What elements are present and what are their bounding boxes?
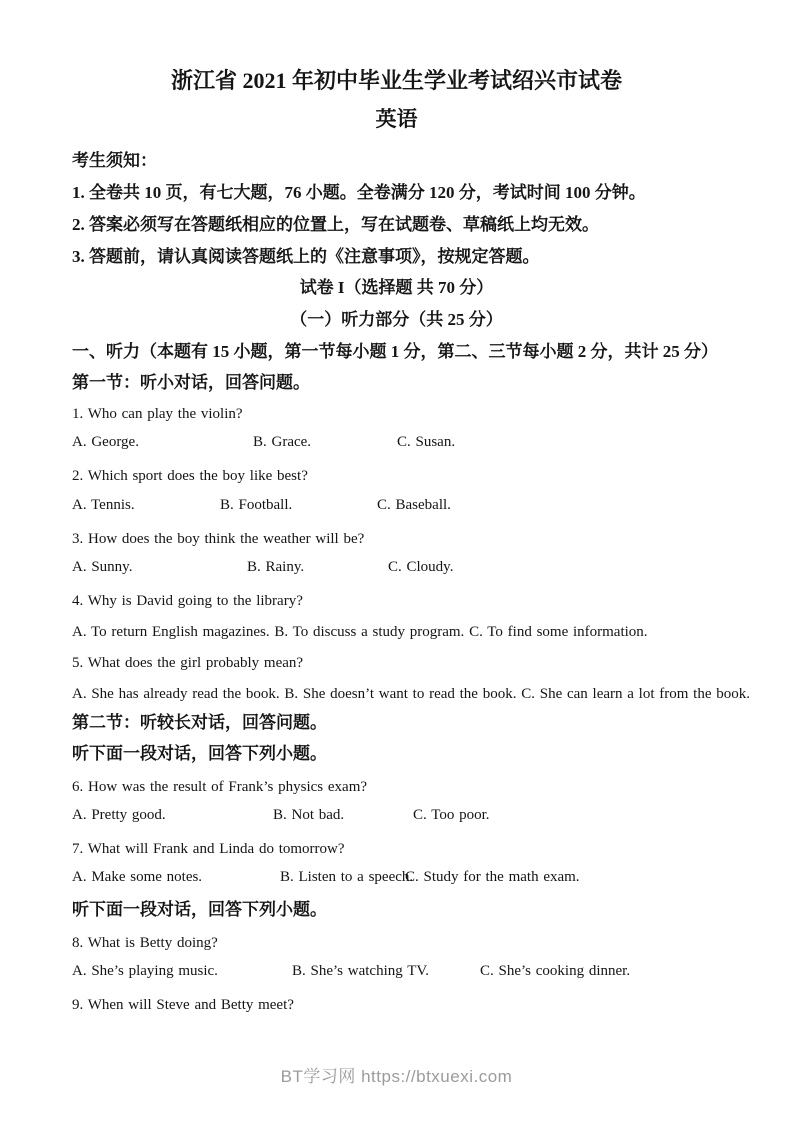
question-5-options (72, 683, 750, 705)
notice-item-3: 3. 答题前，请认真阅读答题纸上的《注意事项》，按规定答题。 (72, 247, 540, 266)
notice-item-2: 2. 答案必须写在答题纸相应的位置上，写在试题卷、草稿纸上均无效。 (72, 215, 599, 234)
question-6-text: 6. How was the result of Frank’s physics exam? (72, 779, 368, 795)
paper1-title: 试卷 I（选择题 共 70 分） (299, 278, 494, 297)
question-4-option-a: A. To return English magazines. (72, 624, 270, 640)
section1-heading: 第一节：听小对话，回答问题。 (72, 373, 310, 392)
question-6-option-a: A. Pretty good. (72, 807, 166, 823)
question-6-options (72, 807, 732, 829)
question-8-option-a: A. She’s playing music. (72, 963, 218, 979)
question-3-text: 3. How does the boy think the weather will be? (72, 531, 365, 547)
question-8-option-b: B. She’s watching TV. (292, 963, 430, 979)
question-7-option-a: A. Make some notes. (72, 869, 203, 885)
question-5-text: 5. What does the girl probably mean? (72, 655, 304, 671)
question-3-options (72, 559, 732, 581)
question-5-option-b: B. She doesn’t want to read the book. (284, 686, 517, 702)
listening-part-title: （一）听力部分（共 25 分） (290, 310, 503, 329)
question-3-option-b: B. Rainy. (247, 559, 305, 575)
question-1-option-b: B. Grace. (253, 434, 312, 450)
question-8-text: 8. What is Betty doing? (72, 935, 218, 951)
exam-title: 浙江省 2021 年初中毕业生学业考试绍兴市试卷 (170, 68, 622, 93)
question-8-option-c: C. She’s cooking dinner. (480, 963, 631, 979)
dialog-prompt-2: 听下面一段对话，回答下列小题。 (72, 900, 327, 919)
question-2-text: 2. Which sport does the boy like best? (72, 468, 308, 484)
dialog-prompt-1: 听下面一段对话，回答下列小题。 (72, 744, 327, 763)
question-1-option-c: C. Susan. (397, 434, 456, 450)
question-4-text: 4. Why is David going to the library? (72, 593, 303, 609)
question-6-option-b: B. Not bad. (273, 807, 345, 823)
question-7-option-c: C. Study for the math exam. (405, 869, 580, 885)
question-7-option-b: B. Listen to a speech. (280, 869, 414, 885)
question-9-text: 9. When will Steve and Betty meet? (72, 997, 294, 1013)
question-2-option-b: B. Football. (220, 497, 293, 513)
question-7-text: 7. What will Frank and Linda do tomorrow? (72, 841, 345, 857)
question-8-options (72, 963, 732, 985)
question-6-option-c: C. Too poor. (413, 807, 490, 823)
question-1-options (72, 434, 732, 456)
question-5-option-c: C. She can learn a lot from the book. (521, 686, 750, 702)
question-5-option-a: A. She has already read the book. (72, 686, 280, 702)
question-1-option-a: A. George. (72, 434, 139, 450)
question-2-option-c: C. Baseball. (377, 497, 451, 513)
listening-section-heading: 一、听力（本题有 15 小题，第一节每小题 1 分，第二、三节每小题 2 分，共计 25 分） (72, 342, 718, 361)
question-3-option-a: A. Sunny. (72, 559, 133, 575)
question-7-options (72, 869, 732, 891)
exam-subject: 英语 (375, 107, 418, 131)
notice-heading: 考生须知： (72, 151, 157, 170)
question-4-option-c: C. To find some information. (469, 624, 648, 640)
question-4-options (72, 621, 732, 643)
question-2-option-a: A. Tennis. (72, 497, 135, 513)
question-3-option-c: C. Cloudy. (388, 559, 454, 575)
question-2-options (72, 497, 732, 519)
question-4-option-b: B. To discuss a study program. (274, 624, 465, 640)
watermark: BT学习网 https://btxuexi.com (280, 1067, 513, 1086)
notice-item-1: 1. 全卷共 10 页，有七大题，76 小题。全卷满分 120 分，考试时间 100 分钟。 (72, 183, 646, 202)
section2-heading: 第二节：听较长对话，回答问题。 (72, 713, 327, 732)
question-1-text: 1. Who can play the violin? (72, 406, 243, 422)
